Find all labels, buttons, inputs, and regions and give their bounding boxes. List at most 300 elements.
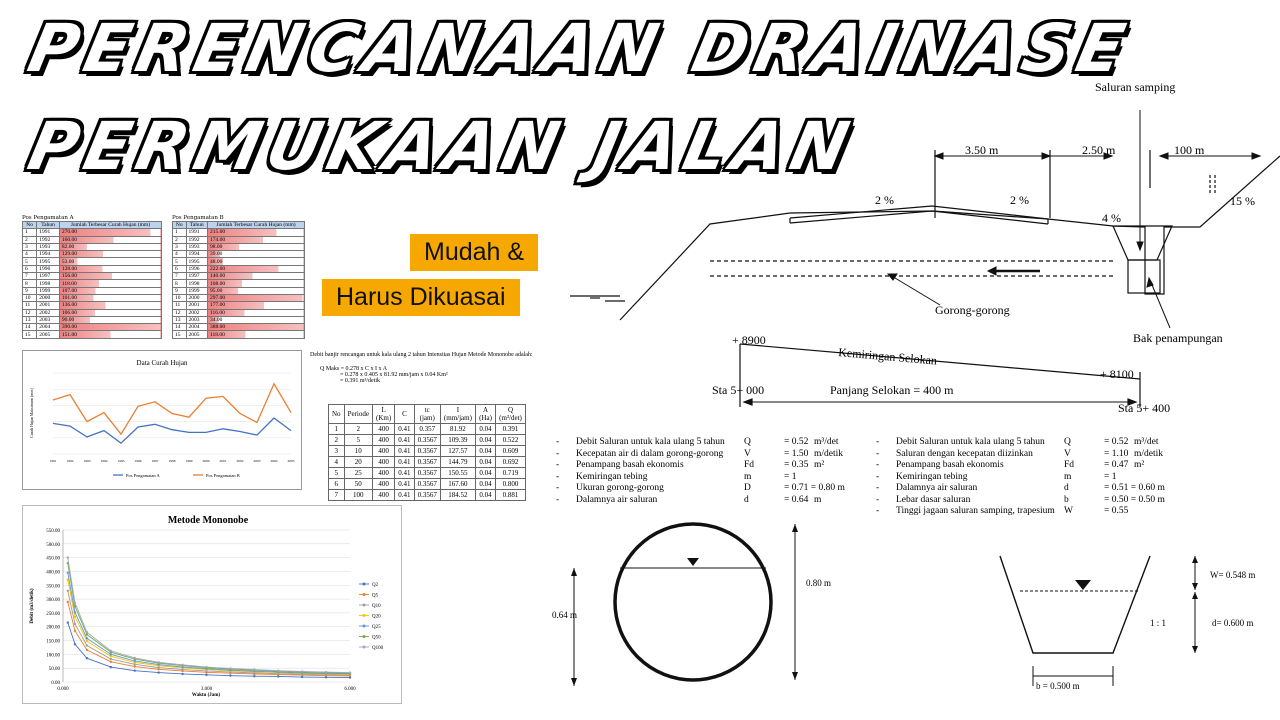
table-cell: 101.00 — [59, 294, 161, 301]
depth-label: 0.64 m — [552, 610, 578, 620]
legend-label: Q5 — [372, 593, 379, 599]
data-point — [110, 653, 112, 655]
parameter-cell: m — [744, 471, 752, 482]
legend-label: Pos Pengamatan A — [126, 473, 160, 478]
table-cell: 2000 — [186, 294, 207, 301]
table-row — [329, 490, 526, 501]
culvert-diagram — [548, 510, 848, 695]
table-cell: 1994 — [186, 251, 207, 258]
slope-embankment: 15 % — [1230, 194, 1255, 208]
table-row — [329, 457, 526, 468]
table-row — [23, 316, 162, 323]
legend-marker — [363, 604, 366, 607]
column-header: Q (m³/det) — [496, 405, 526, 424]
callout — [322, 234, 562, 324]
x-tick-label: 2001 — [219, 459, 227, 463]
formula-line2: = 0.278 x 0.405 x 81.92 mm/jam x 0.04 Km² — [340, 372, 448, 378]
table-cell: 11 — [23, 302, 37, 309]
table-cell: 7 — [173, 273, 187, 280]
table-cell: 129.00 — [59, 251, 161, 258]
trapezoid-channel-diagram — [990, 548, 1275, 693]
table-row — [173, 273, 305, 280]
table-cell: 0.3567 — [414, 468, 440, 479]
table-cell: 2003 — [186, 316, 207, 323]
dim-pavement: 3.50 m — [965, 143, 999, 157]
data-point — [67, 590, 69, 592]
legend-marker — [363, 593, 366, 596]
table-cell: 2004 — [186, 324, 207, 331]
table-b-title: Pos Pengamatan B — [172, 215, 224, 221]
parameter-cell: Debit Saluran untuk kala ulang 5 tahun — [896, 437, 1045, 447]
data-point — [253, 675, 255, 677]
table-header-row — [329, 405, 526, 424]
legend-marker — [363, 635, 366, 638]
legend-marker — [363, 583, 366, 586]
slope-left: 2 % — [875, 193, 894, 207]
series-line-b — [53, 384, 291, 434]
callout-line2: Harus Dikuasai — [322, 279, 520, 316]
table-cell: 140.00 — [207, 273, 304, 280]
data-point — [67, 572, 69, 574]
table-row — [23, 331, 162, 338]
data-point — [205, 666, 207, 668]
legend-label: Q2 — [372, 583, 379, 588]
table-cell: 10 — [173, 294, 187, 301]
table-cell: 7 — [329, 490, 345, 501]
parameter-cell: Kemiringan tebing — [576, 471, 648, 482]
data-point — [86, 637, 88, 639]
data-point — [157, 671, 159, 673]
parameter-cell: = 1 — [1104, 471, 1117, 482]
page-title-line1: PERENCANAAN DRAINASE — [21, 10, 1139, 87]
x-tick-label: 1995 — [117, 459, 125, 463]
station-start: Sta 5+ 000 — [712, 383, 765, 397]
column-header: Tahun — [186, 222, 207, 229]
parameter-cell: - — [556, 494, 560, 505]
table-cell: 0.357 — [414, 424, 440, 435]
callout-line1: Mudah & — [410, 234, 538, 271]
table-row — [23, 265, 162, 272]
table-cell: 127.57 — [440, 446, 475, 457]
chart-title: Data Curah Hujan — [136, 359, 188, 367]
parameter-cell: Q — [744, 437, 751, 447]
parameter-cell: Saluran dengan kecepatan diizinkan — [896, 448, 1033, 459]
parameter-cell: V — [744, 448, 751, 459]
table-cell: 9 — [173, 287, 187, 294]
parameter-cell: - — [556, 483, 560, 493]
parameter-cell: m³/det — [1134, 437, 1159, 447]
parameter-cell: - — [876, 460, 880, 470]
slope-shoulder: 4 % — [1102, 211, 1121, 225]
table-cell: 3 — [173, 243, 187, 250]
table-cell: 0.04 — [475, 424, 495, 435]
column-header: Tahun — [37, 222, 60, 229]
dim-shoulder: 2.50 m — [1082, 143, 1116, 157]
table-row — [329, 435, 526, 446]
water-depth-label: d= 0.600 m — [1212, 618, 1254, 628]
table-cell: 2 — [329, 435, 345, 446]
y-tick-label: 150.00 — [46, 639, 60, 645]
table-cell: 50 — [344, 479, 372, 490]
discharge-table — [328, 404, 526, 501]
data-point — [67, 621, 69, 623]
channel-length: Panjang Selokan = 400 m — [830, 383, 954, 397]
table-cell: 118.00 — [59, 280, 161, 287]
mononobe-chart — [22, 505, 402, 704]
table-row — [173, 251, 305, 258]
parameter-cell: Penampang basah ekonomis — [896, 460, 1004, 470]
table-cell: 167.60 — [440, 479, 475, 490]
data-point — [74, 643, 76, 645]
table-cell: 270.00 — [59, 229, 161, 236]
parameter-cell: Fd — [744, 460, 755, 470]
series-line-q20 — [68, 580, 350, 675]
table-row — [23, 309, 162, 316]
table-cell: 0.41 — [395, 424, 414, 435]
table-cell: 5 — [23, 258, 37, 265]
parameter-cell: = 1.50 — [784, 448, 809, 459]
data-point — [110, 650, 112, 652]
parameter-cell: Tinggi jagaan saluran samping, trapesium — [896, 506, 1055, 516]
table-cell: 400 — [372, 424, 394, 435]
table-cell: 0.3567 — [414, 446, 440, 457]
table-cell: 0.04 — [475, 446, 495, 457]
table-cell: 0.881 — [496, 490, 526, 501]
table-row — [173, 309, 305, 316]
table-cell: 400 — [372, 446, 394, 457]
data-point — [86, 633, 88, 635]
table-row — [173, 265, 305, 272]
y-tick-label: 100.00 — [46, 653, 60, 659]
data-point — [86, 657, 88, 659]
chart-title: Metode Mononobe — [167, 515, 249, 526]
channel-parameters — [876, 437, 1276, 518]
x-tick-label: 2003 — [253, 459, 261, 463]
column-header: C — [395, 405, 414, 424]
table-cell: 25 — [344, 468, 372, 479]
elevation-start: + 8900 — [732, 333, 766, 347]
bottom-width-label: b = 0.500 m — [1036, 681, 1080, 691]
table-cell: 2001 — [37, 302, 60, 309]
parameter-cell: = 0.71 = 0.80 m — [784, 483, 845, 493]
table-cell: 144.79 — [440, 457, 475, 468]
table-cell: 0.41 — [395, 490, 414, 501]
table-row — [329, 424, 526, 435]
column-header: I (mm/jam) — [440, 405, 475, 424]
table-row — [23, 251, 162, 258]
table-cell: 390.00 — [59, 324, 161, 331]
table-cell: 1995 — [186, 258, 207, 265]
parameter-cell: = 0.52 — [784, 437, 809, 447]
parameter-cell: Kemiringan tebing — [896, 471, 968, 482]
table-cell: 2 — [173, 236, 187, 243]
table-cell: 1996 — [37, 265, 60, 272]
table-row — [329, 446, 526, 457]
table-cell: 1 — [329, 424, 345, 435]
table-cell: 100 — [344, 490, 372, 501]
parameter-row — [876, 460, 1276, 472]
road-cross-section — [560, 70, 1280, 350]
parameter-cell: m — [1064, 471, 1072, 482]
table-cell: 5 — [329, 468, 345, 479]
legend-label: Q25 — [372, 625, 381, 630]
table-cell: 0.522 — [496, 435, 526, 446]
parameter-cell: - — [876, 494, 880, 505]
table-cell: 0.41 — [395, 457, 414, 468]
x-tick-label: 1996 — [134, 459, 142, 463]
table-row — [329, 468, 526, 479]
table-cell: 12 — [173, 309, 187, 316]
parameter-cell: - — [876, 448, 880, 459]
data-point — [86, 631, 88, 633]
table-cell: 6 — [173, 265, 187, 272]
rainfall-chart — [22, 350, 302, 490]
parameter-cell: Q — [1064, 437, 1071, 447]
parameter-cell: m³/det — [814, 437, 839, 447]
data-point — [110, 661, 112, 663]
y-tick-label: 300.00 — [46, 598, 60, 604]
parameter-cell: m/detik — [1134, 448, 1164, 459]
table-cell: 0.719 — [496, 468, 526, 479]
table-cell: 53.00 — [59, 258, 161, 265]
table-cell: 1995 — [37, 258, 60, 265]
table-cell: 13 — [23, 316, 37, 323]
table-cell: 98.00 — [207, 243, 304, 250]
table-row — [173, 324, 305, 331]
data-point — [325, 671, 327, 673]
x-tick-label: 1999 — [185, 459, 193, 463]
data-point — [134, 665, 136, 667]
table-cell: 34.00 — [207, 316, 304, 323]
table-cell: 2002 — [186, 309, 207, 316]
x-tick-label: 1997 — [151, 459, 159, 463]
table-cell: 81.92 — [440, 424, 475, 435]
parameter-cell: d — [1064, 483, 1069, 493]
column-header: Jumlah Terbesar Curah Hujan (mm) — [59, 222, 161, 229]
legend-label: Q10 — [372, 604, 381, 609]
parameter-row — [876, 472, 1276, 484]
data-point — [74, 611, 76, 613]
channel-profile — [712, 332, 1188, 422]
column-header: Jumlah Terbesar Curah Hujan (mm) — [207, 222, 304, 229]
table-cell: 0.41 — [395, 468, 414, 479]
rainfall-table-a — [22, 215, 162, 339]
table-cell: 1991 — [186, 229, 207, 236]
parameter-row — [876, 483, 1276, 495]
ground-line — [620, 156, 1280, 320]
table-cell: 48.00 — [207, 258, 304, 265]
data-point — [134, 669, 136, 671]
side-slope-label: 1 : 1 — [1150, 618, 1167, 628]
page-title-line2: PERMUKAAN JALAN — [21, 108, 863, 185]
table-cell: 1993 — [186, 243, 207, 250]
parameter-cell: Dalamnya air saluran — [576, 494, 658, 505]
rainfall-table-b — [172, 215, 305, 339]
table-cell: 0.41 — [395, 435, 414, 446]
y-tick-label: 450.00 — [46, 556, 60, 562]
parameter-row — [556, 449, 876, 461]
elevation-end: + 8100 — [1100, 367, 1134, 381]
table-row — [173, 294, 305, 301]
table-cell: 1997 — [186, 273, 207, 280]
parameter-row — [556, 495, 876, 507]
column-header: L (Km) — [372, 405, 394, 424]
table-cell: 15 — [173, 331, 187, 338]
parameter-cell: - — [876, 437, 880, 447]
station-end: Sta 5+ 400 — [1118, 401, 1171, 415]
parameter-row — [876, 506, 1276, 518]
x-tick-label: 2000 — [202, 459, 210, 463]
parameter-cell: = 1 — [784, 471, 797, 482]
column-header: A (Ha) — [475, 405, 495, 424]
table-row — [173, 243, 305, 250]
parameter-row — [876, 437, 1276, 449]
table-cell: 1999 — [37, 287, 60, 294]
parameter-cell: = 1.10 — [1104, 448, 1129, 459]
table-cell: 400 — [372, 468, 394, 479]
parameter-cell: = 0.47 — [1104, 460, 1129, 470]
table-cell: 1992 — [186, 236, 207, 243]
x-tick-label: 2004 — [270, 459, 278, 463]
table-row — [173, 287, 305, 294]
x-tick-label: 1993 — [83, 459, 91, 463]
table-row — [23, 273, 162, 280]
table-cell: 118.00 — [207, 331, 304, 338]
x-tick-label: 0.000 — [57, 687, 69, 692]
parameter-cell: d — [744, 494, 749, 505]
parameter-cell: - — [556, 471, 560, 482]
table-cell: 1996 — [186, 265, 207, 272]
parameter-cell: = 0.55 — [1104, 506, 1129, 516]
table-cell: 2005 — [37, 331, 60, 338]
slope-right: 2 % — [1010, 193, 1029, 207]
table-cell: 0.800 — [496, 479, 526, 490]
table-cell: 156.00 — [59, 273, 161, 280]
parameter-cell: - — [556, 437, 560, 447]
parameter-cell: = 0.35 — [784, 460, 809, 470]
table-cell: 0.04 — [475, 435, 495, 446]
data-point — [86, 644, 88, 646]
data-point — [301, 670, 303, 672]
rainfall-chart-svg — [23, 351, 301, 489]
culvert-pipe — [615, 524, 771, 680]
table-row — [173, 280, 305, 287]
diameter-label: 0.80 m — [806, 578, 832, 588]
table-cell: 8 — [173, 280, 187, 287]
parameter-cell: m² — [814, 460, 825, 470]
table-cell: 1 — [173, 229, 187, 236]
data-point — [110, 666, 112, 668]
parameter-cell: = 0.51 = 0.60 m — [1104, 483, 1165, 493]
mononobe-chart-svg — [23, 506, 401, 703]
table-cell: 108.00 — [207, 280, 304, 287]
table-cell: 2000 — [37, 294, 60, 301]
table-cell: 177.00 — [207, 302, 304, 309]
table-row — [23, 287, 162, 294]
table-cell: 95.00 — [207, 287, 304, 294]
y-axis-label: Debit (m3/detik) — [30, 588, 35, 624]
parameter-cell: Kecepatan air di dalam gorong-gorong — [576, 448, 724, 459]
freeboard-label: W= 0.548 m — [1210, 570, 1256, 580]
parameter-cell: Debit Saluran untuk kala ulang 5 tahun — [576, 437, 725, 447]
table-cell: 90.00 — [59, 316, 161, 323]
data-point — [229, 674, 231, 676]
table-cell: 0.609 — [496, 446, 526, 457]
table-cell: 400 — [372, 490, 394, 501]
table-cell: 116.00 — [207, 309, 304, 316]
table-cell: 6 — [329, 479, 345, 490]
y-axis-label: Curah Hujan Maksimum (mm) — [29, 388, 34, 438]
parameter-cell: = 0.50 = 0.50 m — [1104, 494, 1165, 505]
table-cell: 1998 — [37, 280, 60, 287]
data-point — [253, 668, 255, 670]
column-header: No — [329, 405, 345, 424]
column-header: No — [23, 222, 37, 229]
table-row — [173, 316, 305, 323]
table-row — [173, 258, 305, 265]
table-cell: 4 — [23, 251, 37, 258]
table-row — [23, 258, 162, 265]
table-row — [23, 243, 162, 250]
table-cell: 160.00 — [59, 236, 161, 243]
table-cell: 5 — [173, 258, 187, 265]
data-point — [74, 616, 76, 618]
table-cell: 400 — [372, 435, 394, 446]
table-cell: 1992 — [37, 236, 60, 243]
table-cell: 10 — [23, 294, 37, 301]
parameter-cell: - — [556, 460, 560, 470]
column-header: Periode — [344, 405, 372, 424]
table-cell: 2005 — [186, 331, 207, 338]
parameter-cell: m² — [1134, 460, 1145, 470]
parameter-row — [556, 437, 876, 449]
table-cell: 14 — [23, 324, 37, 331]
table-cell: 128.00 — [59, 265, 161, 272]
water-level-marker-2 — [1075, 580, 1091, 590]
catch-basin — [1128, 260, 1160, 293]
table-cell: 1 — [23, 229, 37, 236]
legend-marker — [363, 614, 366, 617]
y-tick-label: 0.00 — [51, 681, 60, 686]
table-cell: 5 — [344, 435, 372, 446]
table-row — [173, 236, 305, 243]
table-cell: 0.3567 — [414, 435, 440, 446]
legend-label: Pos Pengamatan B — [206, 473, 240, 478]
table-cell: 1998 — [186, 280, 207, 287]
legend-label: Q50 — [372, 635, 381, 641]
legend-label: Q20 — [372, 614, 381, 620]
table-cell: 107.00 — [59, 287, 161, 294]
x-tick-label: 2005 — [287, 459, 295, 463]
column-header: No — [173, 222, 187, 229]
table-cell: 2 — [344, 424, 372, 435]
table-cell: 39.00 — [207, 251, 304, 258]
table-row — [23, 236, 162, 243]
table-cell: 0.3567 — [414, 490, 440, 501]
table-header-row — [23, 222, 162, 229]
table-cell: 0.04 — [475, 457, 495, 468]
table-cell: 400 — [372, 479, 394, 490]
table-cell: 2004 — [37, 324, 60, 331]
data-point — [86, 640, 88, 642]
x-tick-label: 3.000 — [200, 687, 213, 692]
x-tick-label: 6.000 — [344, 687, 356, 692]
culvert-parameters — [556, 437, 876, 506]
legend-marker — [363, 625, 366, 628]
table-cell: 2 — [23, 236, 37, 243]
parameter-cell: - — [876, 483, 880, 493]
table-cell: 297.00 — [207, 294, 304, 301]
